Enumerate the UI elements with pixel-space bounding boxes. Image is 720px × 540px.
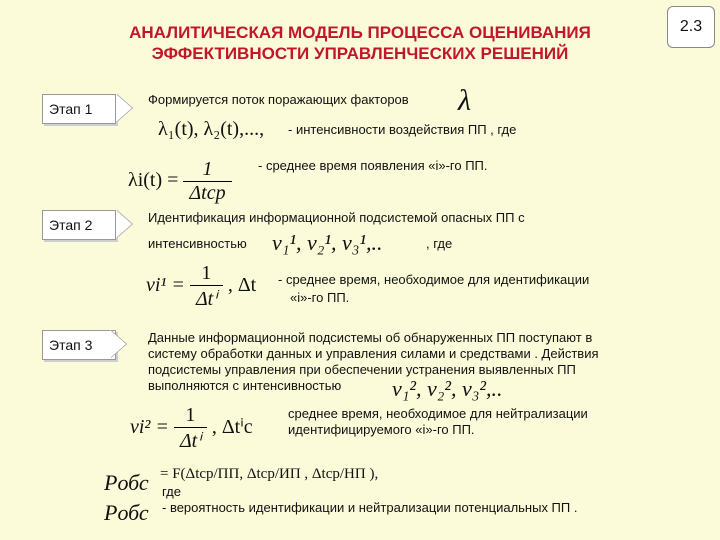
stage-2-text-5: «i»-го ПП. [290,290,350,305]
stage-1-box: Этап 1 [42,94,116,124]
stage-3-formula [130,404,253,453]
stage-3-nus: ν₁², ν₂², ν₃²,.. [392,376,503,401]
title-line-2: ЭФФЕКТИВНОСТИ УПРАВЛЕНЧЕСКИХ РЕШЕНИЙ [151,44,569,63]
stage-2-arrow [116,210,132,238]
stage-2-box: Этап 2 [42,210,116,240]
stage-1-text-1: Формируется поток поражающих факторов [148,92,409,107]
stage-1-lambdas: λ₁(t), λ₂(t),..., [158,118,265,140]
p-obs-1: Pобс [104,470,149,495]
p-obs-description: - вероятность идентификации и нейтрализации потенциальных ПП . [162,500,578,515]
stage-3-fraction-den: Δtⁱ [174,427,207,453]
stage-1-text-2: - интенсивности воздействия ПП , где [288,122,517,137]
stage-2-nus: ν₁¹, ν₂¹, ν₃¹,.. [272,230,383,255]
stage-2-fraction-num: 1 [201,262,212,284]
stage-3-text-2: систему обработки данных и управления силами и средствами . Действия [148,346,599,361]
stage-2-text-3: , где [426,236,453,251]
title-line-1: АНАЛИТИЧЕСКАЯ МОДЕЛЬ ПРОЦЕССА ОЦЕНИВАНИЯ [129,23,591,42]
stage-3-text-4: выполняются с интенсивностью [148,378,342,393]
stage-3-text-6: идентифицируемого «i»-го ПП. [288,422,475,437]
stage-3-fraction-num: 1 [185,404,196,426]
stage-3-formula-lhs: νi² = [130,416,169,439]
stage-1-text-3: - среднее время появления «i»-го ПП. [258,158,488,173]
stage-2-fraction-den: Δtⁱ [190,285,223,311]
stage-2-fraction [190,262,223,311]
stage-2-formula [146,262,256,311]
stage-2-text-4: - среднее время, необходимое для идентификации [278,272,590,287]
slide-number-badge: 2.3 [667,6,715,48]
stage-3-fraction [174,404,207,453]
stage-1-fraction-num: 1 [202,158,213,180]
stage-1-formula [128,158,232,205]
stage-2-text-2: интенсивностью [148,236,247,251]
stage-1-formula-lhs: λi(t) = [128,169,179,192]
stage-3-formula-tail: , Δtⁱc [211,416,253,439]
stage-1-arrow [116,94,132,122]
stage-3-text-5: среднее время, необходимое для нейтрализации [288,406,588,421]
stage-1-fraction-den: Δtср [183,181,231,205]
stage-3-text-3: подсистемы управления при обеспечении устранения выявленных ПП [148,362,576,377]
where-label: где [162,484,181,499]
stage-2-text-1: Идентификация информационной подсистемой опасных ПП с [148,210,525,225]
stage-3-arrow [110,330,126,358]
slide-title [60,22,660,64]
stage-3-text-1: Данные информационной подсистемы об обнаруженных ПП поступают в [148,330,593,345]
stage-2-formula-lhs: νi¹ = [146,274,185,297]
stage-1-lambda-symbol: λ [458,84,471,117]
p-obs-2: Pобс [104,500,149,525]
stage-3-box: Этап 3 [42,330,116,360]
stage-1-fraction [183,158,231,205]
p-obs-equation: = F(Δtср/ПП, Δtср/ИП , Δtср/НП ), [160,466,379,482]
stage-2-formula-tail: , Δt [227,274,257,297]
